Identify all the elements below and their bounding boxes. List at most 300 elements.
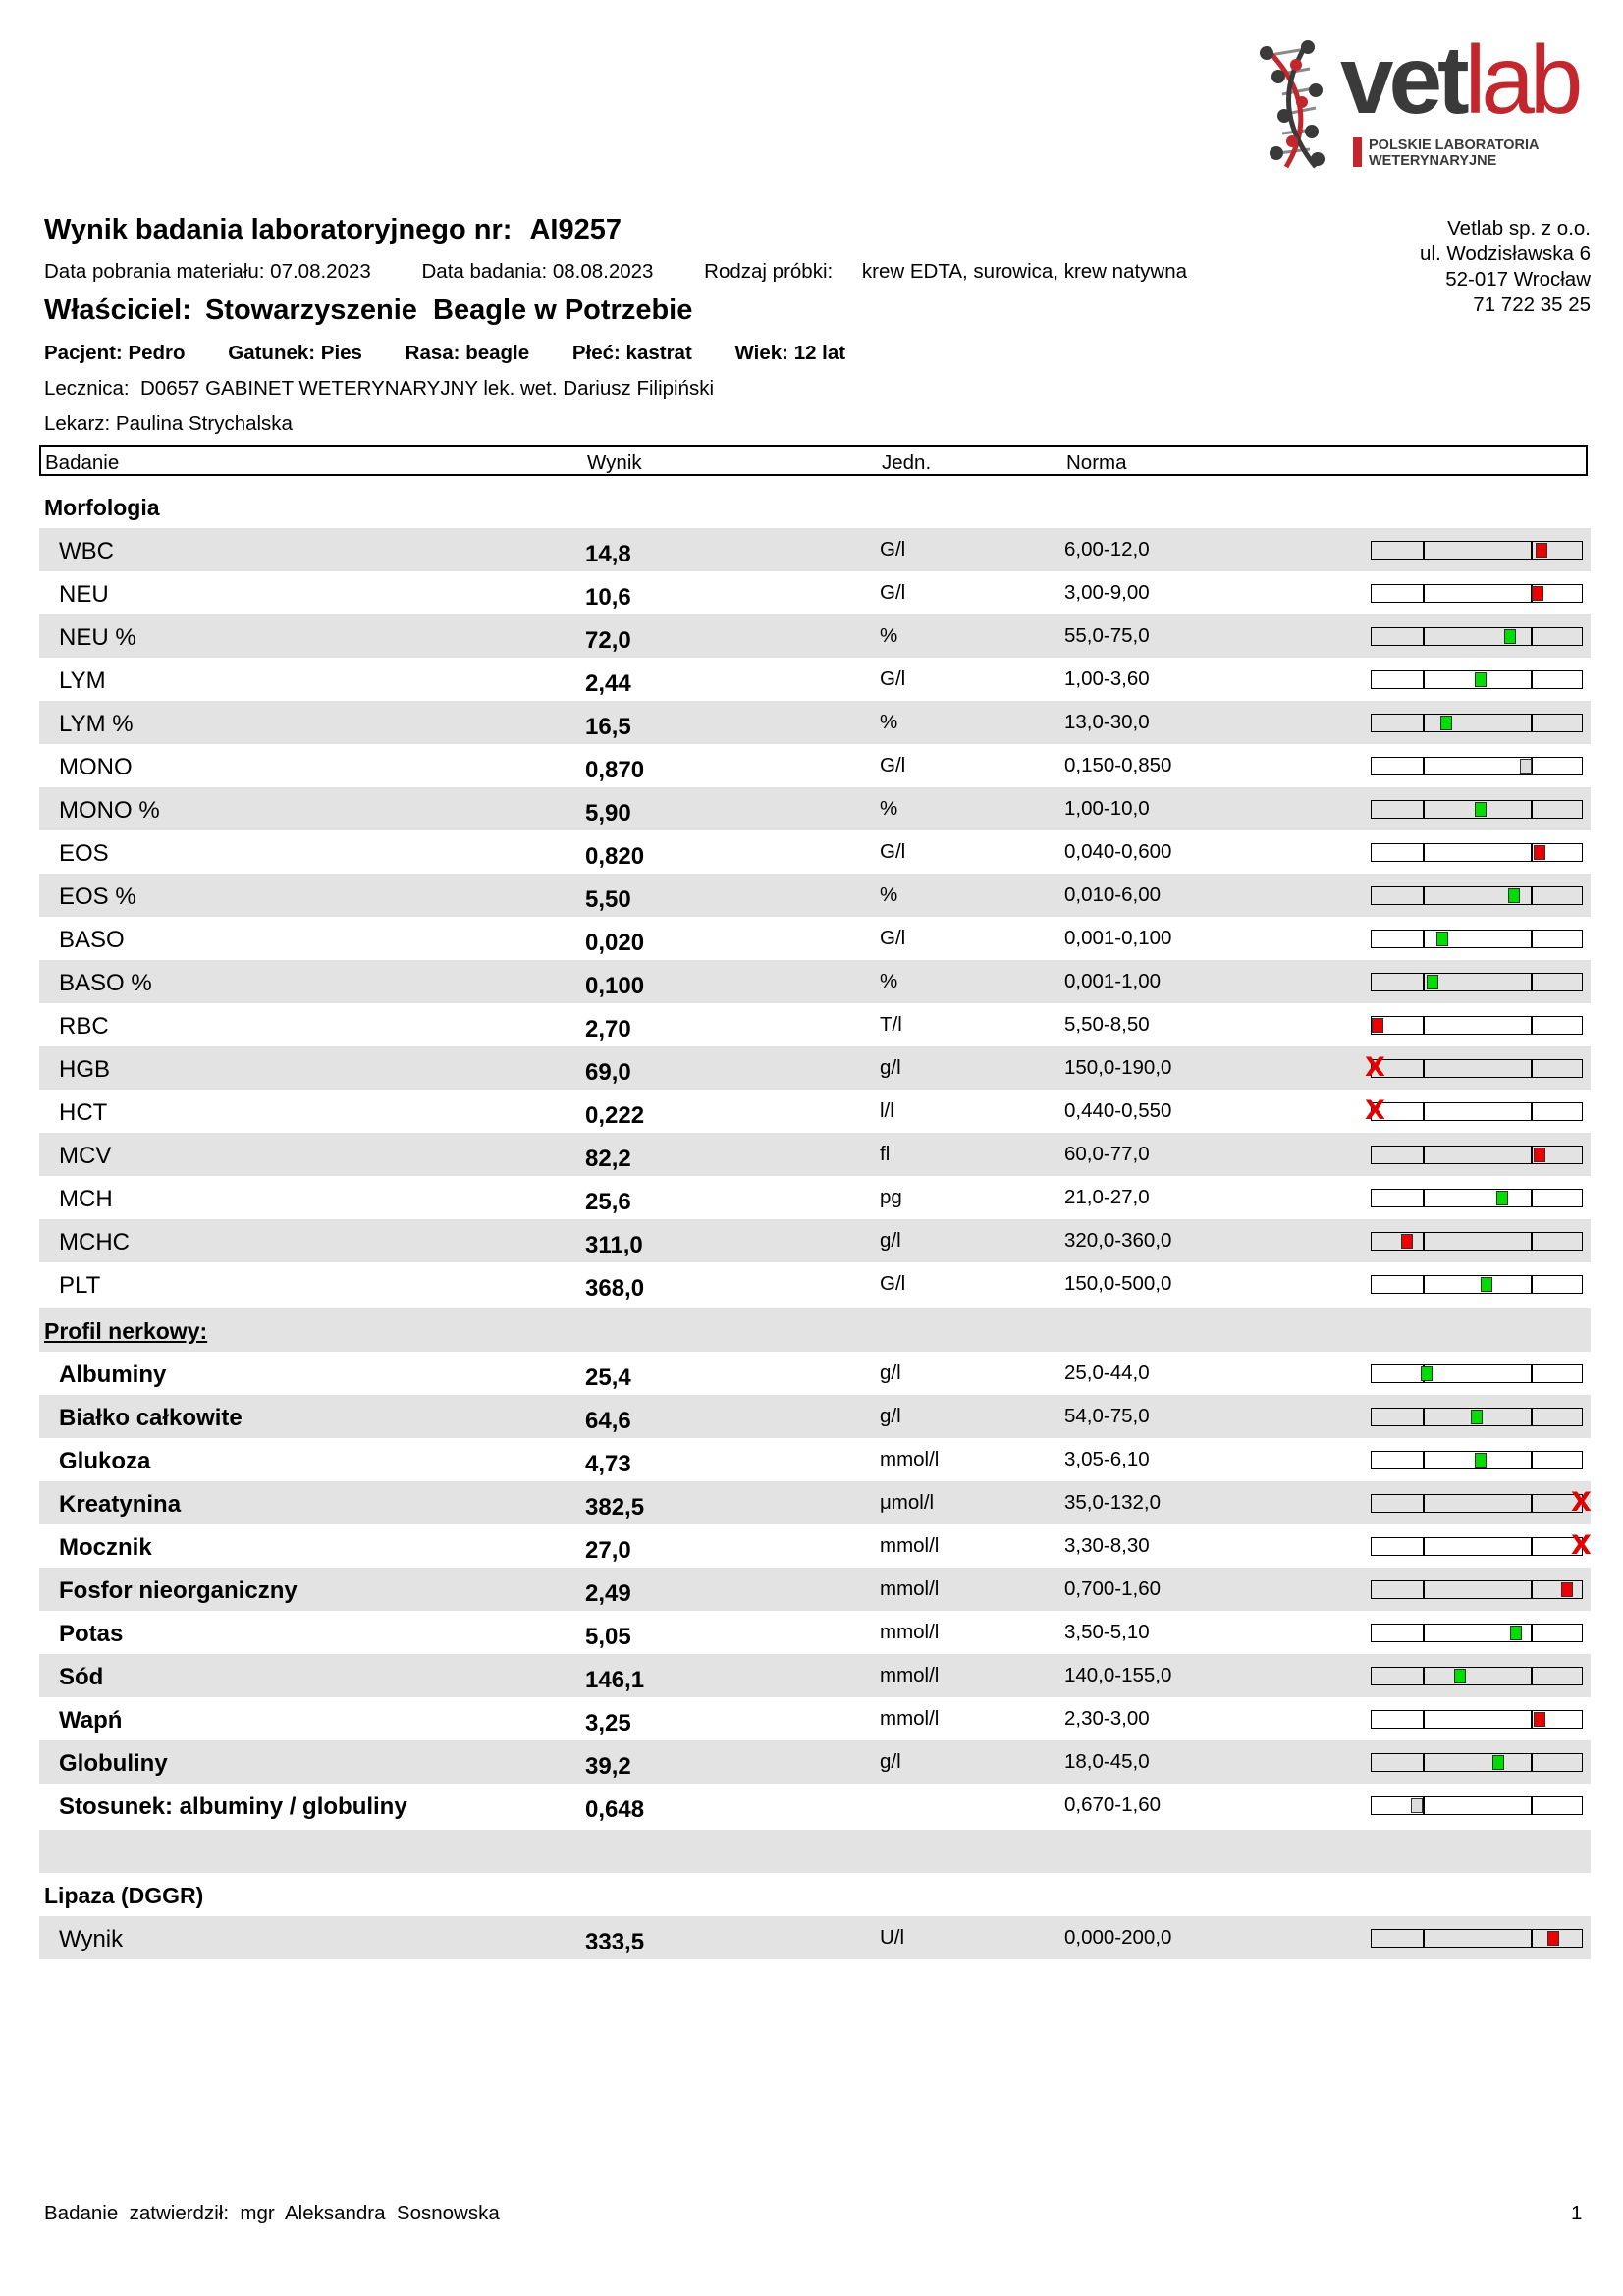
report-title — [44, 214, 622, 246]
test-unit: g/l — [880, 1056, 901, 1079]
range-indicator-bar — [1371, 1494, 1583, 1513]
test-norm: 5,50-8,50 — [1064, 1013, 1150, 1036]
range-limit-tick — [1531, 671, 1533, 688]
result-row — [39, 614, 1591, 658]
range-limit-tick — [1531, 1365, 1533, 1382]
test-name: Białko całkowite — [59, 1405, 243, 1431]
result-marker — [1492, 1755, 1504, 1770]
range-indicator-bar — [1371, 1016, 1583, 1035]
test-name: LYM % — [59, 711, 134, 737]
test-unit: G/l — [880, 927, 906, 949]
test-unit: U/l — [880, 1926, 905, 1949]
range-indicator-bar — [1371, 1624, 1583, 1642]
range-indicator-bar — [1371, 1275, 1583, 1294]
test-unit: % — [880, 797, 898, 820]
test-name: Fosfor nieorganiczny — [59, 1577, 298, 1604]
test-name: MONO — [59, 754, 133, 780]
range-limit-tick — [1423, 1495, 1425, 1512]
test-unit: % — [880, 883, 898, 906]
out-of-range-x-icon: X — [1571, 1487, 1592, 1518]
range-indicator-bar — [1371, 1753, 1583, 1772]
test-result: 311,0 — [585, 1232, 643, 1258]
range-indicator-bar — [1371, 1232, 1583, 1251]
test-norm: 54,0-75,0 — [1064, 1405, 1150, 1427]
result-marker — [1481, 1277, 1492, 1292]
report-dates — [44, 260, 1187, 284]
result-marker — [1475, 802, 1487, 817]
test-unit: g/l — [880, 1405, 901, 1427]
test-norm: 150,0-500,0 — [1064, 1272, 1172, 1295]
test-result: 0,820 — [585, 843, 645, 870]
range-indicator-bar — [1371, 843, 1583, 862]
range-limit-tick — [1531, 974, 1533, 990]
test-result: 146,1 — [585, 1667, 645, 1693]
result-row — [39, 1352, 1591, 1395]
lab-city: 52-017 Wrocław — [1445, 268, 1591, 291]
result-row — [39, 571, 1591, 614]
range-indicator-bar — [1371, 1408, 1583, 1426]
result-marker — [1471, 1410, 1483, 1424]
range-limit-tick — [1531, 1930, 1533, 1947]
test-norm: 1,00-10,0 — [1064, 797, 1150, 820]
test-name: LYM — [59, 667, 106, 694]
test-unit: G/l — [880, 1272, 906, 1295]
range-limit-tick — [1531, 1147, 1533, 1163]
section-title: Morfologia — [44, 495, 160, 520]
result-row — [39, 1176, 1591, 1219]
test-result: 0,870 — [585, 757, 645, 783]
range-limit-tick — [1423, 1190, 1425, 1206]
test-norm: 6,00-12,0 — [1064, 538, 1150, 561]
test-name: Stosunek: albuminy / globuliny — [59, 1793, 407, 1820]
patient-species: Gatunek: Pies — [228, 342, 362, 364]
vetlab-logo — [1257, 26, 1596, 172]
test-name: Potas — [59, 1621, 124, 1647]
test-result: 64,6 — [585, 1408, 631, 1434]
test-name: Wapń — [59, 1707, 123, 1734]
test-name: NEU % — [59, 624, 136, 651]
range-indicator-bar — [1371, 670, 1583, 689]
result-row — [39, 1262, 1591, 1306]
test-unit: l/l — [880, 1099, 894, 1122]
test-unit: mmol/l — [880, 1664, 940, 1686]
range-indicator-bar — [1371, 1667, 1583, 1685]
range-limit-tick — [1423, 715, 1425, 731]
result-row — [39, 830, 1591, 874]
test-unit: mmol/l — [880, 1621, 940, 1643]
test-result: 5,05 — [585, 1624, 631, 1650]
sample-type-label: Rodzaj próbki: — [704, 260, 834, 283]
test-name: EOS % — [59, 883, 136, 910]
range-limit-tick — [1531, 1668, 1533, 1684]
test-unit: mmol/l — [880, 1577, 940, 1600]
test-unit: G/l — [880, 840, 906, 863]
page-number: 1 — [1571, 2202, 1583, 2224]
brand-vet: vet — [1340, 26, 1465, 133]
result-row — [39, 1133, 1591, 1176]
test-norm: 3,05-6,10 — [1064, 1448, 1150, 1470]
result-row — [39, 1916, 1591, 1959]
result-marker — [1508, 888, 1520, 903]
result-row — [39, 658, 1591, 701]
range-limit-tick — [1531, 1017, 1533, 1034]
test-unit: μmol/l — [880, 1491, 935, 1514]
range-limit-tick — [1423, 887, 1425, 904]
out-of-range-x-icon: X — [1365, 1052, 1385, 1083]
range-limit-tick — [1531, 1495, 1533, 1512]
range-limit-tick — [1423, 585, 1425, 602]
test-unit: pg — [880, 1186, 902, 1208]
logo-subtitle — [1369, 137, 1539, 169]
out-of-range-x-icon: X — [1365, 1095, 1385, 1126]
range-limit-tick — [1423, 1452, 1425, 1468]
test-result: 5,90 — [585, 800, 631, 827]
section-title: Profil nerkowy: — [44, 1318, 208, 1344]
result-marker — [1534, 1712, 1545, 1727]
result-row — [39, 874, 1591, 917]
test-unit: g/l — [880, 1750, 901, 1773]
range-indicator-bar — [1371, 1537, 1583, 1556]
test-name: Glukoza — [59, 1448, 151, 1474]
result-marker — [1475, 672, 1487, 687]
range-limit-tick — [1423, 1147, 1425, 1163]
test-result: 14,8 — [585, 541, 631, 567]
range-indicator-bar — [1371, 1929, 1583, 1948]
test-norm: 150,0-190,0 — [1064, 1056, 1172, 1079]
column-norm: Norma — [1066, 452, 1127, 474]
range-limit-tick — [1531, 628, 1533, 645]
sample-type: krew EDTA, surowica, krew natywna — [861, 260, 1188, 283]
result-row — [39, 787, 1591, 830]
test-name: NEU — [59, 581, 109, 608]
patient-breed: Rasa: beagle — [405, 342, 530, 364]
test-norm: 35,0-132,0 — [1064, 1491, 1162, 1514]
range-limit-tick — [1423, 1060, 1425, 1077]
result-marker — [1532, 586, 1543, 601]
test-result: 39,2 — [585, 1753, 631, 1780]
result-marker — [1440, 716, 1452, 730]
result-row — [39, 917, 1591, 960]
range-limit-tick — [1531, 715, 1533, 731]
test-name: Albuminy — [59, 1362, 167, 1388]
test-date: Data badania: 08.08.2023 — [421, 260, 654, 283]
range-limit-tick — [1531, 1103, 1533, 1120]
owner — [44, 294, 692, 327]
test-result: 2,44 — [585, 670, 631, 697]
logo-subtitle-line2: WETERYNARYJNE — [1369, 153, 1497, 169]
test-unit: mmol/l — [880, 1534, 940, 1557]
lab-address — [1420, 216, 1591, 318]
range-limit-tick — [1531, 844, 1533, 861]
test-unit: % — [880, 624, 898, 647]
lab-street: ul. Wodzisławska 6 — [1420, 242, 1591, 265]
test-result: 25,6 — [585, 1189, 631, 1215]
test-norm: 3,50-5,10 — [1064, 1621, 1150, 1643]
test-norm: 320,0-360,0 — [1064, 1229, 1172, 1252]
section-profil-nerkowy — [39, 1308, 1591, 1352]
test-unit: G/l — [880, 538, 906, 561]
test-unit: % — [880, 970, 898, 992]
result-marker — [1454, 1669, 1466, 1683]
result-row — [39, 1046, 1591, 1090]
result-marker — [1504, 629, 1516, 644]
results-table-header — [39, 445, 1588, 476]
result-marker — [1496, 1191, 1508, 1205]
range-indicator-bar — [1371, 886, 1583, 905]
test-name: HCT — [59, 1099, 108, 1126]
test-norm: 0,001-1,00 — [1064, 970, 1162, 992]
test-result: 27,0 — [585, 1537, 631, 1564]
section-lipaza — [39, 1873, 1591, 1916]
range-indicator-bar — [1371, 800, 1583, 819]
test-name: WBC — [59, 538, 114, 564]
range-indicator-bar — [1371, 930, 1583, 948]
test-name: Kreatynina — [59, 1491, 182, 1518]
test-result: 16,5 — [585, 714, 631, 740]
test-result: 25,4 — [585, 1364, 631, 1391]
result-marker — [1427, 975, 1438, 989]
test-norm: 0,000-200,0 — [1064, 1926, 1172, 1949]
range-limit-tick — [1423, 542, 1425, 559]
result-marker — [1534, 845, 1545, 860]
range-indicator-bar — [1371, 584, 1583, 603]
range-limit-tick — [1423, 1797, 1425, 1814]
range-limit-tick — [1423, 1276, 1425, 1293]
test-norm: 0,440-0,550 — [1064, 1099, 1172, 1122]
range-indicator-bar — [1371, 627, 1583, 646]
logo-subtitle-line1: POLSKIE LABORATORIA — [1369, 137, 1540, 153]
range-limit-tick — [1531, 1754, 1533, 1771]
result-row — [39, 1568, 1591, 1611]
column-unit: Jedn. — [882, 452, 932, 474]
range-limit-tick — [1423, 1668, 1425, 1684]
test-norm: 18,0-45,0 — [1064, 1750, 1150, 1773]
report-title-label: Wynik badania laboratoryjnego nr: — [44, 214, 513, 245]
result-marker — [1475, 1453, 1487, 1468]
test-result: 0,100 — [585, 973, 645, 999]
result-marker — [1401, 1234, 1413, 1249]
test-norm: 3,00-9,00 — [1064, 581, 1150, 604]
test-unit: mmol/l — [880, 1448, 940, 1470]
report-number: AI9257 — [529, 214, 622, 245]
test-norm: 0,670-1,60 — [1064, 1793, 1162, 1816]
test-name: Wynik — [59, 1926, 124, 1952]
range-limit-tick — [1531, 1711, 1533, 1728]
result-row — [39, 744, 1591, 787]
range-indicator-bar — [1371, 973, 1583, 991]
test-norm: 1,00-3,60 — [1064, 667, 1150, 690]
test-name: MCHC — [59, 1229, 130, 1255]
test-norm: 3,30-8,30 — [1064, 1534, 1150, 1557]
test-name: PLT — [59, 1272, 101, 1299]
result-row — [39, 1481, 1591, 1524]
brand-lab: lab — [1464, 26, 1579, 133]
owner-label: Właściciel: — [44, 294, 191, 326]
patient-info — [44, 342, 845, 365]
test-unit: mmol/l — [880, 1707, 940, 1730]
test-norm: 0,150-0,850 — [1064, 754, 1172, 776]
range-limit-tick — [1531, 1452, 1533, 1468]
test-unit: fl — [880, 1143, 891, 1165]
out-of-range-x-icon: X — [1571, 1530, 1592, 1561]
test-norm: 140,0-155,0 — [1064, 1664, 1172, 1686]
test-name: MCH — [59, 1186, 113, 1212]
test-result: 72,0 — [585, 627, 631, 654]
owner-name: Stowarzyszenie Beagle w Potrzebie — [204, 294, 693, 326]
test-result: 4,73 — [585, 1451, 631, 1477]
range-indicator-bar — [1371, 714, 1583, 732]
test-name: Globuliny — [59, 1750, 168, 1777]
range-limit-tick — [1423, 1017, 1425, 1034]
result-row — [39, 1740, 1591, 1784]
clinic: Lecznica: D0657 GABINET WETERYNARYJNY lek. wet. Dariusz Filipiński — [44, 377, 715, 400]
brand-wordmark — [1340, 26, 1578, 133]
range-indicator-bar — [1371, 1189, 1583, 1207]
range-indicator-bar — [1371, 541, 1583, 560]
range-limit-tick — [1531, 931, 1533, 947]
test-result: 368,0 — [585, 1275, 645, 1302]
range-limit-tick — [1531, 1538, 1533, 1555]
result-row — [39, 1784, 1591, 1827]
result-row — [39, 1219, 1591, 1262]
range-limit-tick — [1423, 1581, 1425, 1598]
range-limit-tick — [1531, 1233, 1533, 1250]
test-unit: % — [880, 711, 898, 733]
test-norm: 0,001-0,100 — [1064, 927, 1172, 949]
test-name: HGB — [59, 1056, 111, 1083]
test-norm: 55,0-75,0 — [1064, 624, 1150, 647]
test-result: 382,5 — [585, 1494, 645, 1521]
range-limit-tick — [1423, 758, 1425, 774]
test-norm: 0,040-0,600 — [1064, 840, 1172, 863]
empty-row — [39, 1830, 1591, 1873]
range-indicator-bar — [1371, 757, 1583, 775]
patient-sex: Płeć: kastrat — [571, 342, 692, 364]
range-limit-tick — [1531, 887, 1533, 904]
range-limit-tick — [1423, 931, 1425, 947]
test-unit: g/l — [880, 1362, 901, 1384]
result-marker — [1510, 1626, 1522, 1640]
test-result: 0,020 — [585, 930, 645, 956]
test-name: BASO % — [59, 970, 152, 996]
range-indicator-bar — [1371, 1364, 1583, 1383]
result-row — [39, 701, 1591, 744]
column-test: Badanie — [45, 452, 120, 474]
result-marker — [1561, 1582, 1573, 1597]
result-row — [39, 1090, 1591, 1133]
range-limit-tick — [1423, 1711, 1425, 1728]
range-limit-tick — [1423, 1409, 1425, 1425]
range-indicator-bar — [1371, 1580, 1583, 1599]
range-indicator-bar — [1371, 1146, 1583, 1164]
result-row — [39, 1003, 1591, 1046]
range-limit-tick — [1423, 974, 1425, 990]
range-limit-tick — [1531, 801, 1533, 818]
range-limit-tick — [1531, 1190, 1533, 1206]
range-limit-tick — [1423, 1103, 1425, 1120]
result-row — [39, 1524, 1591, 1568]
test-name: BASO — [59, 927, 125, 953]
test-result: 2,70 — [585, 1016, 631, 1042]
test-name: MCV — [59, 1143, 112, 1169]
test-norm: 2,30-3,00 — [1064, 1707, 1150, 1730]
range-limit-tick — [1423, 1233, 1425, 1250]
result-marker — [1534, 1148, 1545, 1162]
result-row — [39, 528, 1591, 571]
lab-phone: 71 722 35 25 — [1473, 294, 1591, 316]
test-unit: G/l — [880, 581, 906, 604]
result-row — [39, 1654, 1591, 1697]
range-indicator-bar — [1371, 1451, 1583, 1469]
range-limit-tick — [1423, 1930, 1425, 1947]
test-norm: 13,0-30,0 — [1064, 711, 1150, 733]
result-row — [39, 960, 1591, 1003]
test-result: 3,25 — [585, 1710, 631, 1736]
result-marker — [1536, 543, 1547, 558]
test-name: MONO % — [59, 797, 160, 824]
test-result: 82,2 — [585, 1146, 631, 1172]
doctor: Lekarz: Paulina Strychalska — [44, 412, 293, 435]
test-result: 2,49 — [585, 1580, 631, 1607]
result-marker — [1411, 1798, 1423, 1813]
approved-by: Badanie zatwierdził: mgr Aleksandra Sosnowska — [44, 2202, 500, 2224]
result-row — [39, 1611, 1591, 1654]
range-limit-tick — [1531, 1797, 1533, 1814]
range-indicator-bar — [1371, 1102, 1583, 1121]
range-limit-tick — [1531, 1581, 1533, 1598]
test-result: 333,5 — [585, 1929, 645, 1955]
range-indicator-bar — [1371, 1796, 1583, 1815]
lab-name: Vetlab sp. z o.o. — [1447, 217, 1591, 240]
range-limit-tick — [1531, 1409, 1533, 1425]
patient-name: Pacjent: Pedro — [44, 342, 186, 364]
test-unit: G/l — [880, 667, 906, 690]
patient-age: Wiek: 12 lat — [734, 342, 846, 364]
test-name: EOS — [59, 840, 109, 867]
test-norm: 60,0-77,0 — [1064, 1143, 1150, 1165]
result-row — [39, 1697, 1591, 1740]
range-indicator-bar — [1371, 1710, 1583, 1729]
column-result: Wynik — [587, 452, 642, 474]
section-morfologia — [39, 485, 1591, 528]
range-indicator-bar — [1371, 1059, 1583, 1078]
range-limit-tick — [1423, 1625, 1425, 1641]
test-unit: T/l — [880, 1013, 902, 1036]
result-marker — [1436, 932, 1448, 946]
result-row — [39, 1438, 1591, 1481]
test-name: RBC — [59, 1013, 109, 1040]
test-norm: 0,700-1,60 — [1064, 1577, 1162, 1600]
test-result: 0,648 — [585, 1796, 645, 1823]
range-limit-tick — [1423, 844, 1425, 861]
result-row — [39, 1395, 1591, 1438]
range-limit-tick — [1423, 671, 1425, 688]
test-name: Sód — [59, 1664, 104, 1690]
test-result: 10,6 — [585, 584, 631, 611]
logo-red-bar — [1353, 137, 1362, 167]
result-marker — [1372, 1018, 1383, 1033]
sample-date: Data pobrania materiału: 07.08.2023 — [44, 260, 371, 283]
range-limit-tick — [1531, 1625, 1533, 1641]
range-limit-tick — [1531, 1276, 1533, 1293]
test-name: Mocznik — [59, 1534, 152, 1561]
range-limit-tick — [1531, 542, 1533, 559]
test-unit: G/l — [880, 754, 906, 776]
range-limit-tick — [1423, 1754, 1425, 1771]
test-unit: g/l — [880, 1229, 901, 1252]
range-limit-tick — [1423, 1538, 1425, 1555]
result-marker — [1520, 759, 1532, 774]
